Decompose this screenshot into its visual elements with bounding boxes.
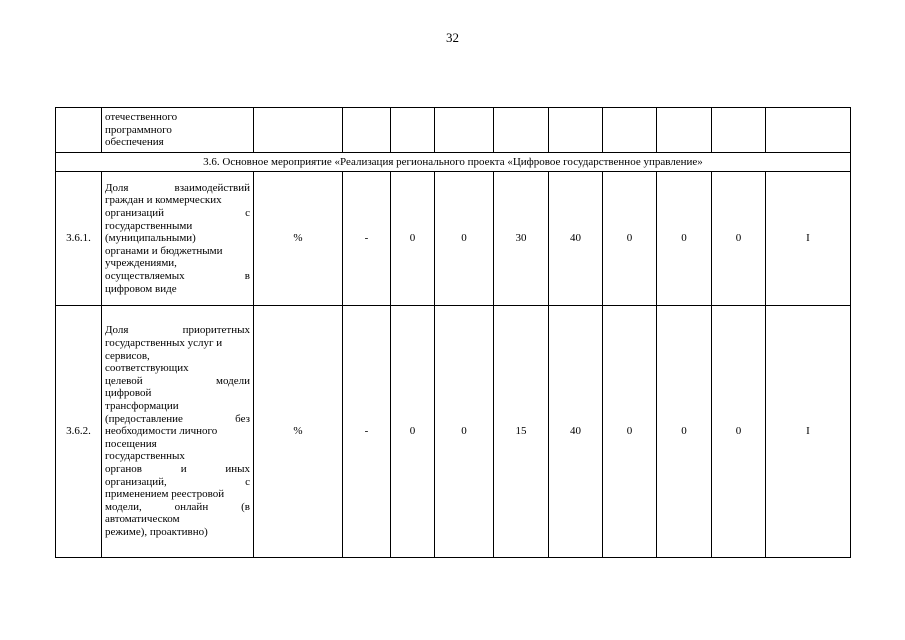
indicator-line: режиме), проактивно) [105, 525, 208, 538]
indicator-line: государственными [105, 219, 193, 232]
cell-value: 15 [494, 306, 549, 558]
indicator-line: (муниципальными) [105, 232, 196, 245]
cell-value: 0 [435, 172, 494, 306]
indicator-line: государственных [105, 450, 185, 463]
indicator-line: целевой модели [105, 374, 250, 387]
cell-indicator [102, 172, 254, 306]
cell-number: 3.6.1. [56, 172, 102, 306]
cell-unit: % [254, 172, 343, 306]
indicator-line: осуществляемых в [105, 269, 250, 282]
indicator-line: цифровой [105, 387, 152, 400]
indicator-line: необходимости личного [105, 425, 218, 438]
table-row [56, 172, 851, 306]
cell-value [603, 108, 657, 153]
cell-value [712, 108, 766, 153]
cell-number: 3.6.2. [56, 306, 102, 558]
indicator-line: цифровом виде [105, 282, 177, 295]
indicator-line: Доля взаимодействий [105, 181, 250, 194]
cell-value [766, 108, 851, 153]
indicator-line: (предоставление без [105, 412, 250, 425]
indicator-line: обеспечения [105, 136, 164, 149]
cell-value: 40 [549, 306, 603, 558]
indicator-line: модели, онлайн (в [105, 500, 250, 513]
indicator-line: органов и иных [105, 462, 250, 475]
section-header: 3.6. Основное мероприятие «Реализация регионального проекта «Цифровое государственное управление» [56, 153, 851, 172]
cell-value: I [766, 306, 851, 558]
cell-indicator [102, 306, 254, 558]
cell-unit [254, 108, 343, 153]
cell-value [435, 108, 494, 153]
table-row-continued [56, 108, 851, 153]
page-number: 32 [446, 30, 459, 45]
section-header-row [56, 153, 851, 172]
cell-value: 0 [603, 306, 657, 558]
indicator-line: трансформации [105, 400, 179, 413]
cell-number [56, 108, 102, 153]
indicator-line: применением реестровой [105, 488, 225, 501]
cell-indicator [102, 108, 254, 153]
cell-value: 0 [712, 306, 766, 558]
indicator-line: организаций с [105, 207, 250, 220]
cell-value [494, 108, 549, 153]
cell-value: 0 [391, 306, 435, 558]
cell-value: 0 [391, 172, 435, 306]
indicator-line: органами и бюджетными [105, 244, 223, 257]
cell-value [657, 108, 712, 153]
indicators-table [55, 107, 851, 558]
indicator-line: отечественного [105, 111, 178, 124]
cell-value: 0 [657, 306, 712, 558]
table-row [56, 306, 851, 558]
indicator-line: соответствующих [105, 362, 189, 375]
cell-value: 30 [494, 172, 549, 306]
cell-value: - [343, 306, 391, 558]
indicator-line: сервисов, [105, 349, 150, 362]
cell-value: I [766, 172, 851, 306]
indicator-line: автоматическом [105, 513, 180, 526]
indicator-line: граждан и коммерческих [105, 194, 222, 207]
indicator-line: учреждениями, [105, 257, 177, 270]
cell-value [343, 108, 391, 153]
cell-value: - [343, 172, 391, 306]
indicator-line: государственных услуг и [105, 337, 223, 350]
cell-value: 0 [603, 172, 657, 306]
indicator-line: программного [105, 123, 172, 136]
indicator-line: Доля приоритетных [105, 324, 250, 337]
cell-unit: % [254, 306, 343, 558]
indicator-line: организаций, с [105, 475, 250, 488]
cell-value: 40 [549, 172, 603, 306]
indicator-line: посещения [105, 437, 157, 450]
cell-value [549, 108, 603, 153]
cell-value: 0 [712, 172, 766, 306]
cell-value: 0 [435, 306, 494, 558]
cell-value [391, 108, 435, 153]
cell-value: 0 [657, 172, 712, 306]
